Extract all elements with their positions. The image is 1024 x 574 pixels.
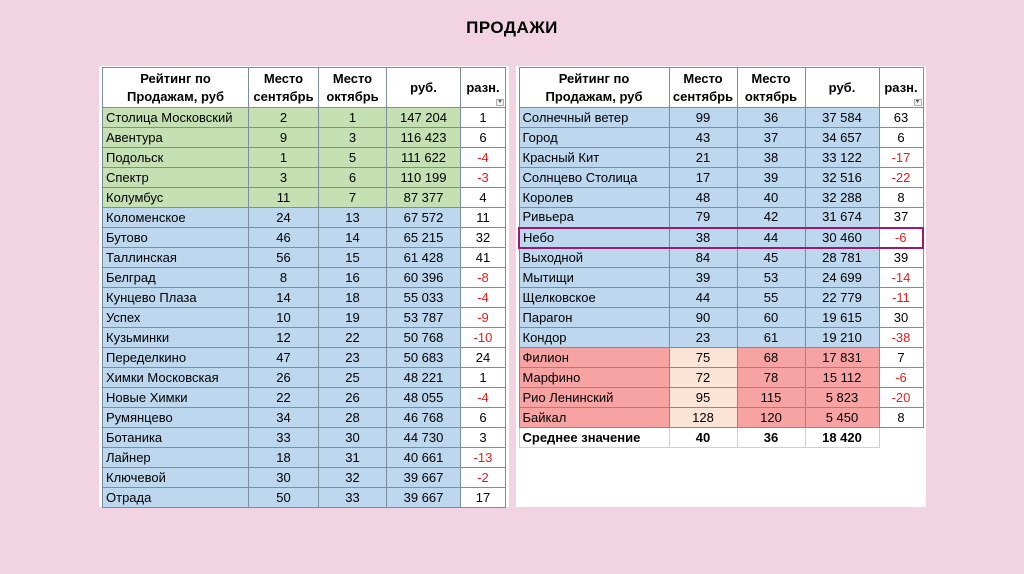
store-name-cell[interactable]: Рио Ленинский [519, 388, 669, 408]
sales-rub-cell[interactable]: 22 779 [805, 288, 879, 308]
october-rank-cell[interactable]: 53 [737, 268, 805, 288]
rank-diff-cell[interactable]: -4 [461, 388, 506, 408]
table-row[interactable] [103, 308, 506, 328]
rank-diff-cell[interactable]: -2 [461, 468, 506, 488]
store-name-cell[interactable]: Ключевой [103, 468, 249, 488]
sales-rub-cell[interactable]: 65 215 [387, 228, 461, 248]
rank-diff-cell[interactable]: 6 [879, 128, 923, 148]
rank-diff-cell[interactable]: 39 [879, 248, 923, 268]
table-row[interactable] [519, 128, 923, 148]
sales-rub-cell[interactable]: 28 781 [805, 248, 879, 268]
rank-diff-cell[interactable]: -11 [879, 288, 923, 308]
rank-diff-cell[interactable]: 24 [461, 348, 506, 368]
september-rank-cell[interactable]: 47 [249, 348, 319, 368]
october-rank-cell[interactable]: 38 [737, 148, 805, 168]
store-name-cell[interactable]: Марфино [519, 368, 669, 388]
header-september: Место сентябрь [249, 68, 319, 108]
october-rank-cell[interactable]: 26 [319, 388, 387, 408]
september-rank-cell[interactable]: 8 [249, 268, 319, 288]
table-header-row [519, 68, 923, 108]
table-row[interactable] [519, 248, 923, 268]
sales-rub-cell[interactable]: 50 683 [387, 348, 461, 368]
sales-rub-cell[interactable]: 147 204 [387, 108, 461, 128]
sales-rub-cell[interactable]: 61 428 [387, 248, 461, 268]
october-rank-cell[interactable]: 120 [737, 408, 805, 428]
september-rank-cell[interactable]: 17 [669, 168, 737, 188]
table-row[interactable] [519, 268, 923, 288]
table-row[interactable] [519, 328, 923, 348]
average-row[interactable] [519, 428, 923, 448]
october-rank-cell[interactable]: 5 [319, 148, 387, 168]
october-rank-cell[interactable]: 36 [737, 108, 805, 128]
page-title: ПРОДАЖИ [466, 18, 558, 37]
september-rank-cell[interactable]: 72 [669, 368, 737, 388]
september-rank-cell[interactable]: 79 [669, 208, 737, 228]
september-rank-cell[interactable]: 14 [249, 288, 319, 308]
september-rank-cell[interactable]: 30 [249, 468, 319, 488]
table-row[interactable] [103, 228, 506, 248]
rank-diff-cell[interactable]: -14 [879, 268, 923, 288]
table-row[interactable] [519, 408, 923, 428]
store-name-cell[interactable]: Переделкино [103, 348, 249, 368]
store-name-cell[interactable]: Спектр [103, 168, 249, 188]
table-row[interactable] [103, 208, 506, 228]
october-rank-cell[interactable]: 16 [319, 268, 387, 288]
september-rank-cell[interactable]: 43 [669, 128, 737, 148]
september-rank-cell[interactable]: 9 [249, 128, 319, 148]
october-rank-cell[interactable]: 61 [737, 328, 805, 348]
rank-diff-cell[interactable]: -6 [879, 368, 923, 388]
store-name-cell[interactable]: Таллинская [103, 248, 249, 268]
september-rank-cell[interactable]: 50 [249, 488, 319, 508]
rank-diff-cell[interactable]: -10 [461, 328, 506, 348]
september-rank-cell[interactable]: 95 [669, 388, 737, 408]
sales-rub-cell[interactable]: 67 572 [387, 208, 461, 228]
sales-rub-cell[interactable]: 5 823 [805, 388, 879, 408]
table-row[interactable] [103, 148, 506, 168]
table-row[interactable] [519, 108, 923, 128]
october-rank-cell[interactable]: 32 [319, 468, 387, 488]
average-october-cell[interactable]: 36 [737, 428, 805, 448]
table-row[interactable] [103, 348, 506, 368]
rank-diff-cell[interactable]: 63 [879, 108, 923, 128]
october-rank-cell[interactable]: 7 [319, 188, 387, 208]
october-rank-cell[interactable]: 6 [319, 168, 387, 188]
header-diff-label: разн. [884, 79, 918, 95]
september-rank-cell[interactable]: 75 [669, 348, 737, 368]
store-name-cell[interactable]: Солнечный ветер [519, 108, 669, 128]
sales-rub-cell[interactable]: 19 615 [805, 308, 879, 328]
store-name-cell[interactable]: Небо [519, 228, 669, 248]
header-rating: Рейтинг по Продажам, руб [519, 68, 669, 108]
table-row[interactable] [519, 148, 923, 168]
october-rank-cell[interactable]: 30 [319, 428, 387, 448]
sales-rub-cell[interactable]: 5 450 [805, 408, 879, 428]
store-name-cell[interactable]: Столица Московский [103, 108, 249, 128]
table-row[interactable] [103, 328, 506, 348]
store-name-cell[interactable]: Королев [519, 188, 669, 208]
september-rank-cell[interactable]: 18 [249, 448, 319, 468]
october-rank-cell[interactable]: 3 [319, 128, 387, 148]
header-rub: руб. [805, 68, 879, 108]
october-rank-cell[interactable]: 37 [737, 128, 805, 148]
header-rating: Рейтинг по Продажам, руб [103, 68, 249, 108]
store-name-cell[interactable]: Кондор [519, 328, 669, 348]
sales-rub-cell[interactable]: 24 699 [805, 268, 879, 288]
rank-diff-cell[interactable]: 41 [461, 248, 506, 268]
september-rank-cell[interactable]: 3 [249, 168, 319, 188]
header-september: Место сентябрь [669, 68, 737, 108]
sales-rub-cell[interactable]: 30 460 [805, 228, 879, 248]
rank-diff-cell[interactable]: -4 [461, 288, 506, 308]
rank-diff-cell[interactable]: -17 [879, 148, 923, 168]
rank-diff-cell[interactable]: -20 [879, 388, 923, 408]
september-rank-cell[interactable]: 12 [249, 328, 319, 348]
september-rank-cell[interactable]: 2 [249, 108, 319, 128]
september-rank-cell[interactable]: 26 [249, 368, 319, 388]
sales-rub-cell[interactable]: 46 768 [387, 408, 461, 428]
sales-rub-cell[interactable]: 53 787 [387, 308, 461, 328]
table-row[interactable] [103, 288, 506, 308]
rank-diff-cell[interactable]: -9 [461, 308, 506, 328]
header-rub: руб. [387, 68, 461, 108]
sales-rub-cell[interactable]: 50 768 [387, 328, 461, 348]
october-rank-cell[interactable]: 31 [319, 448, 387, 468]
september-rank-cell[interactable]: 38 [669, 228, 737, 248]
store-name-cell[interactable]: Подольск [103, 148, 249, 168]
rank-diff-cell[interactable]: 17 [461, 488, 506, 508]
store-name-cell[interactable]: Байкал [519, 408, 669, 428]
september-rank-cell[interactable]: 21 [669, 148, 737, 168]
header-diff[interactable] [461, 68, 506, 108]
october-rank-cell[interactable]: 44 [737, 228, 805, 248]
store-name-cell[interactable]: Бутово [103, 228, 249, 248]
store-name-cell[interactable]: Ривьера [519, 208, 669, 228]
september-rank-cell[interactable]: 46 [249, 228, 319, 248]
table-row[interactable] [103, 168, 506, 188]
table-row[interactable] [103, 428, 506, 448]
store-name-cell[interactable]: Коломенское [103, 208, 249, 228]
sales-rub-cell[interactable]: 48 221 [387, 368, 461, 388]
sales-rub-cell[interactable]: 37 584 [805, 108, 879, 128]
store-name-cell[interactable]: Отрада [103, 488, 249, 508]
sales-rub-cell[interactable]: 15 112 [805, 368, 879, 388]
sales-rub-cell[interactable]: 33 122 [805, 148, 879, 168]
table-row[interactable] [519, 348, 923, 368]
october-rank-cell[interactable]: 28 [319, 408, 387, 428]
table-row[interactable] [103, 188, 506, 208]
store-name-cell[interactable]: Щелковское [519, 288, 669, 308]
store-name-cell[interactable]: Колумбус [103, 188, 249, 208]
rank-diff-cell[interactable]: -6 [879, 228, 923, 248]
header-october: Место октябрь [737, 68, 805, 108]
rank-diff-cell[interactable]: 3 [461, 428, 506, 448]
table-row[interactable] [103, 388, 506, 408]
table-row[interactable] [103, 468, 506, 488]
rank-diff-cell[interactable]: 1 [461, 368, 506, 388]
sales-rub-cell[interactable]: 34 657 [805, 128, 879, 148]
october-rank-cell[interactable]: 23 [319, 348, 387, 368]
store-name-cell[interactable]: Авентура [103, 128, 249, 148]
table-row[interactable] [519, 368, 923, 388]
sales-rub-cell[interactable]: 44 730 [387, 428, 461, 448]
store-name-cell[interactable]: Парагон [519, 308, 669, 328]
september-rank-cell[interactable]: 11 [249, 188, 319, 208]
rank-diff-cell[interactable]: 6 [461, 408, 506, 428]
september-rank-cell[interactable]: 33 [249, 428, 319, 448]
empty-cell[interactable] [879, 428, 923, 448]
table-row[interactable] [519, 168, 923, 188]
october-rank-cell[interactable]: 42 [737, 208, 805, 228]
sales-rub-cell[interactable]: 116 423 [387, 128, 461, 148]
sales-rub-cell[interactable]: 40 661 [387, 448, 461, 468]
filter-dropdown-icon[interactable]: ▾ [496, 99, 504, 106]
october-rank-cell[interactable]: 78 [737, 368, 805, 388]
header-diff[interactable] [879, 68, 923, 108]
store-name-cell[interactable]: Красный Кит [519, 148, 669, 168]
october-rank-cell[interactable]: 18 [319, 288, 387, 308]
table-row[interactable] [103, 408, 506, 428]
table-row[interactable] [103, 488, 506, 508]
store-name-cell[interactable]: Химки Московская [103, 368, 249, 388]
sales-rub-cell[interactable]: 48 055 [387, 388, 461, 408]
table-row[interactable] [519, 288, 923, 308]
average-rub-cell[interactable]: 18 420 [805, 428, 879, 448]
october-rank-cell[interactable]: 68 [737, 348, 805, 368]
october-rank-cell[interactable]: 15 [319, 248, 387, 268]
rank-diff-cell[interactable]: -38 [879, 328, 923, 348]
september-rank-cell[interactable]: 23 [669, 328, 737, 348]
sales-rub-cell[interactable]: 60 396 [387, 268, 461, 288]
sales-rub-cell[interactable]: 17 831 [805, 348, 879, 368]
october-rank-cell[interactable]: 40 [737, 188, 805, 208]
store-name-cell[interactable]: Кунцево Плаза [103, 288, 249, 308]
table-row[interactable] [103, 368, 506, 388]
september-rank-cell[interactable]: 44 [669, 288, 737, 308]
table-row[interactable] [103, 268, 506, 288]
october-rank-cell[interactable]: 19 [319, 308, 387, 328]
september-rank-cell[interactable]: 99 [669, 108, 737, 128]
sales-rub-cell[interactable]: 55 033 [387, 288, 461, 308]
september-rank-cell[interactable]: 34 [249, 408, 319, 428]
rank-diff-cell[interactable]: 11 [461, 208, 506, 228]
store-name-cell[interactable]: Мытищи [519, 268, 669, 288]
rank-diff-cell[interactable]: -13 [461, 448, 506, 468]
october-rank-cell[interactable]: 45 [737, 248, 805, 268]
september-rank-cell[interactable]: 39 [669, 268, 737, 288]
header-diff-label: разн. [466, 79, 500, 95]
sales-rub-cell[interactable]: 39 667 [387, 488, 461, 508]
store-name-cell[interactable]: Новые Химки [103, 388, 249, 408]
store-name-cell[interactable]: Ботаника [103, 428, 249, 448]
rank-diff-cell[interactable]: -8 [461, 268, 506, 288]
sales-rub-cell[interactable]: 31 674 [805, 208, 879, 228]
september-rank-cell[interactable]: 56 [249, 248, 319, 268]
october-rank-cell[interactable]: 60 [737, 308, 805, 328]
sales-rub-cell[interactable]: 87 377 [387, 188, 461, 208]
store-name-cell[interactable]: Филион [519, 348, 669, 368]
table-row[interactable] [519, 208, 923, 228]
rank-diff-cell[interactable]: -4 [461, 148, 506, 168]
september-rank-cell[interactable]: 90 [669, 308, 737, 328]
average-september-cell[interactable]: 40 [669, 428, 737, 448]
table-row[interactable] [519, 228, 923, 248]
rank-diff-cell[interactable]: 30 [879, 308, 923, 328]
september-rank-cell[interactable]: 10 [249, 308, 319, 328]
october-rank-cell[interactable]: 55 [737, 288, 805, 308]
rank-diff-cell[interactable]: 4 [461, 188, 506, 208]
store-name-cell[interactable]: Лайнер [103, 448, 249, 468]
rank-diff-cell[interactable]: -3 [461, 168, 506, 188]
october-rank-cell[interactable]: 1 [319, 108, 387, 128]
table-row[interactable] [103, 448, 506, 468]
september-rank-cell[interactable]: 24 [249, 208, 319, 228]
table-row[interactable] [519, 308, 923, 328]
rank-diff-cell[interactable]: 1 [461, 108, 506, 128]
sales-rub-cell[interactable]: 32 516 [805, 168, 879, 188]
rank-diff-cell[interactable]: 32 [461, 228, 506, 248]
october-rank-cell[interactable]: 22 [319, 328, 387, 348]
store-name-cell[interactable]: Город [519, 128, 669, 148]
sales-rub-cell[interactable]: 32 288 [805, 188, 879, 208]
table-row[interactable] [103, 108, 506, 128]
sales-table-left [102, 67, 506, 508]
october-rank-cell[interactable]: 13 [319, 208, 387, 228]
store-name-cell[interactable]: Солнцево Столица [519, 168, 669, 188]
october-rank-cell[interactable]: 14 [319, 228, 387, 248]
september-rank-cell[interactable]: 48 [669, 188, 737, 208]
store-name-cell[interactable]: Кузьминки [103, 328, 249, 348]
rank-diff-cell[interactable]: 8 [879, 188, 923, 208]
table-row[interactable] [519, 188, 923, 208]
store-name-cell[interactable]: Выходной [519, 248, 669, 268]
rank-diff-cell[interactable]: 6 [461, 128, 506, 148]
table-row[interactable] [103, 248, 506, 268]
rank-diff-cell[interactable]: 37 [879, 208, 923, 228]
average-label-cell[interactable]: Среднее значение [519, 428, 669, 448]
rank-diff-cell[interactable]: 7 [879, 348, 923, 368]
sales-rub-cell[interactable]: 19 210 [805, 328, 879, 348]
rank-diff-cell[interactable]: 8 [879, 408, 923, 428]
september-rank-cell[interactable]: 22 [249, 388, 319, 408]
store-name-cell[interactable]: Румянцево [103, 408, 249, 428]
sales-rub-cell[interactable]: 111 622 [387, 148, 461, 168]
october-rank-cell[interactable]: 33 [319, 488, 387, 508]
store-name-cell[interactable]: Успех [103, 308, 249, 328]
october-rank-cell[interactable]: 39 [737, 168, 805, 188]
header-october: Место октябрь [319, 68, 387, 108]
store-name-cell[interactable]: Белград [103, 268, 249, 288]
table-header-row [103, 68, 506, 108]
september-rank-cell[interactable]: 84 [669, 248, 737, 268]
filter-dropdown-icon[interactable]: ▾ [914, 99, 922, 106]
rank-diff-cell[interactable]: -22 [879, 168, 923, 188]
sales-rub-cell[interactable]: 39 667 [387, 468, 461, 488]
october-rank-cell[interactable]: 25 [319, 368, 387, 388]
table-row[interactable] [519, 388, 923, 408]
sales-table-right [518, 67, 924, 448]
sales-rub-cell[interactable]: 110 199 [387, 168, 461, 188]
table-row[interactable] [103, 128, 506, 148]
september-rank-cell[interactable]: 1 [249, 148, 319, 168]
october-rank-cell[interactable]: 115 [737, 388, 805, 408]
september-rank-cell[interactable]: 128 [669, 408, 737, 428]
